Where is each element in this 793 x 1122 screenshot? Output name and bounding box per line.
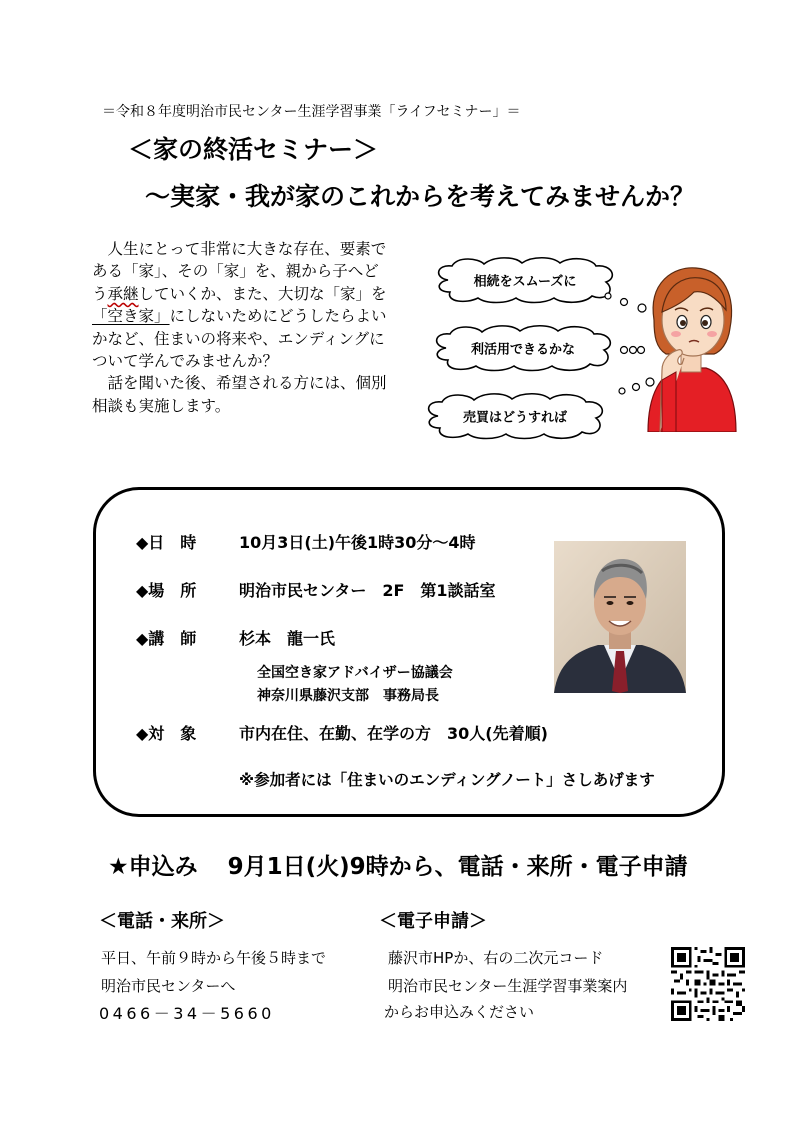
intro-text-e: にしないためにどうしたらよいかなど、住まいの将来や、エンディングについて学んでみませんか？ <box>92 307 387 371</box>
lecturer-org-2: 神奈川県藤沢支部 事務局長 <box>257 688 439 704</box>
bubble-text-2: 利活用できるかな <box>470 342 575 358</box>
series-line: ＝令和８年度明治市民センター生涯学習事業「ライフセミナー」＝ <box>102 104 521 120</box>
seminar-subtitle: ～実家・我が家のこれからを考えてみませんか？ <box>145 182 696 211</box>
bubble-text-3: 売買はどうすれば <box>462 410 567 426</box>
lecturer-label: ◆講 師 <box>136 629 197 648</box>
thought-bubble-1 <box>430 256 620 304</box>
lecturer-photo <box>554 541 686 693</box>
place-label: ◆場 所 <box>136 581 197 600</box>
phone-section-hours: 平日、午前９時から午後５時まで <box>101 949 327 967</box>
intro-text-d: 「空き家」 <box>92 307 170 326</box>
lecturer-name: 杉本 龍一氏 <box>239 629 336 648</box>
date-value: 10月3日(土)午後1時30分～4時 <box>239 533 476 552</box>
online-section-line-3: からお申込みください <box>384 1003 535 1021</box>
qr-code-icon[interactable] <box>671 947 745 1021</box>
thinking-woman-illustration <box>640 262 740 432</box>
lecturer-org-1: 全国空き家アドバイザー協議会 <box>257 665 453 681</box>
thought-bubble-3 <box>420 392 610 440</box>
phone-section-place: 明治市民センターへ <box>101 977 236 995</box>
application-label: ★申込み <box>108 854 198 880</box>
application-value: 9月1日(火)9時から、電話・来所・電子申請 <box>227 854 688 880</box>
online-section-line-1: 藤沢市HPか、右の二次元コード <box>388 949 604 967</box>
target-value: 市内在住、在勤、在学の方 30人(先着順) <box>239 724 548 743</box>
phone-section-title: ＜電話・来所＞ <box>99 911 225 932</box>
place-value: 明治市民センター 2F 第1談話室 <box>239 581 496 600</box>
intro-text-b: 承継 <box>107 284 139 303</box>
gift-note: ※参加者には「住まいのエンディングノート」さしあげます <box>239 771 655 789</box>
intro-paragraph-2: 話を聞いた後、希望される方には、個別相談も実施します。 <box>92 374 387 415</box>
intro-text-c: していくか、また、大切な「家」を <box>138 284 387 303</box>
thought-bubble-2 <box>428 324 618 372</box>
intro-text <box>92 238 388 417</box>
intro-text-a: 人生にとって非常に大きな存在、要素である「家」、その「家」を、親から子へどう <box>92 240 387 303</box>
seminar-title: ＜家の終活セミナー＞ <box>128 135 379 164</box>
date-label: ◆日 時 <box>136 533 197 552</box>
intro-paragraph-1 <box>92 238 388 372</box>
online-section-title: ＜電子申請＞ <box>379 911 487 932</box>
application-line <box>108 848 688 881</box>
bubble-text-1: 相続をスムーズに <box>473 274 577 290</box>
online-section-line-2: 明治市民センター生涯学習事業案内 <box>388 977 628 995</box>
target-label: ◆対 象 <box>136 724 197 743</box>
phone-number[interactable]: 0466－34－5660 <box>99 1004 275 1023</box>
